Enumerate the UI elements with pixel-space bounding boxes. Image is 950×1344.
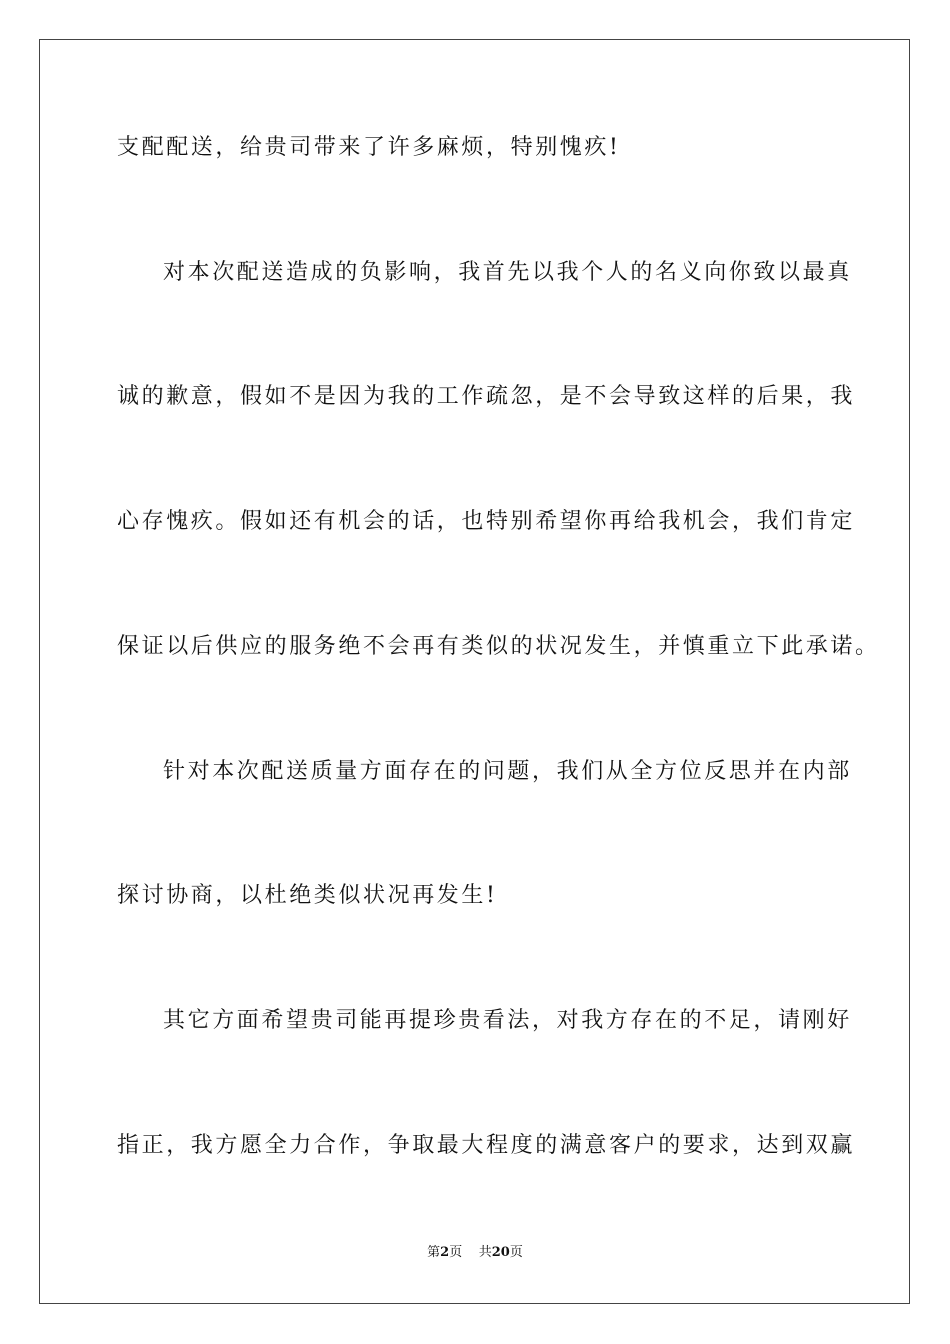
- text-line-4: 心存愧疚。假如还有机会的话，也特别希望你再给我机会，我们肯定: [117, 509, 856, 534]
- footer-total-pages: 20: [491, 1245, 510, 1260]
- text-line-8: 其它方面希望贵司能再提珍贵看法，对我方存在的不足，请刚好: [163, 1008, 852, 1033]
- footer-total-prefix: 共: [478, 1245, 492, 1260]
- text-line-3: 诚的歉意，假如不是因为我的工作疏忽，是不会导致这样的后果，我: [117, 384, 856, 409]
- page-frame: [39, 39, 910, 1304]
- footer-page-suffix: 页: [449, 1245, 463, 1260]
- text-line-5: 保证以后供应的服务绝不会再有类似的状况发生，并慎重立下此承诺。: [117, 634, 880, 659]
- text-line-2: 对本次配送造成的负影响，我首先以我个人的名义向你致以最真: [163, 260, 852, 285]
- text-line-9: 指正，我方愿全力合作，争取最大程度的满意客户的要求，达到双赢: [117, 1133, 856, 1158]
- text-line-7: 探讨协商，以杜绝类似状况再发生!: [117, 883, 498, 908]
- footer-page-prefix: 第: [427, 1245, 441, 1260]
- footer-total-suffix: 页: [509, 1245, 523, 1260]
- footer-current-page: 2: [440, 1245, 450, 1260]
- text-line-1: 支配配送，给贵司带来了许多麻烦，特别愧疚!: [117, 135, 621, 160]
- text-line-6: 针对本次配送质量方面存在的问题，我们从全方位反思并在内部: [163, 759, 852, 784]
- page-footer: [0, 1245, 950, 1261]
